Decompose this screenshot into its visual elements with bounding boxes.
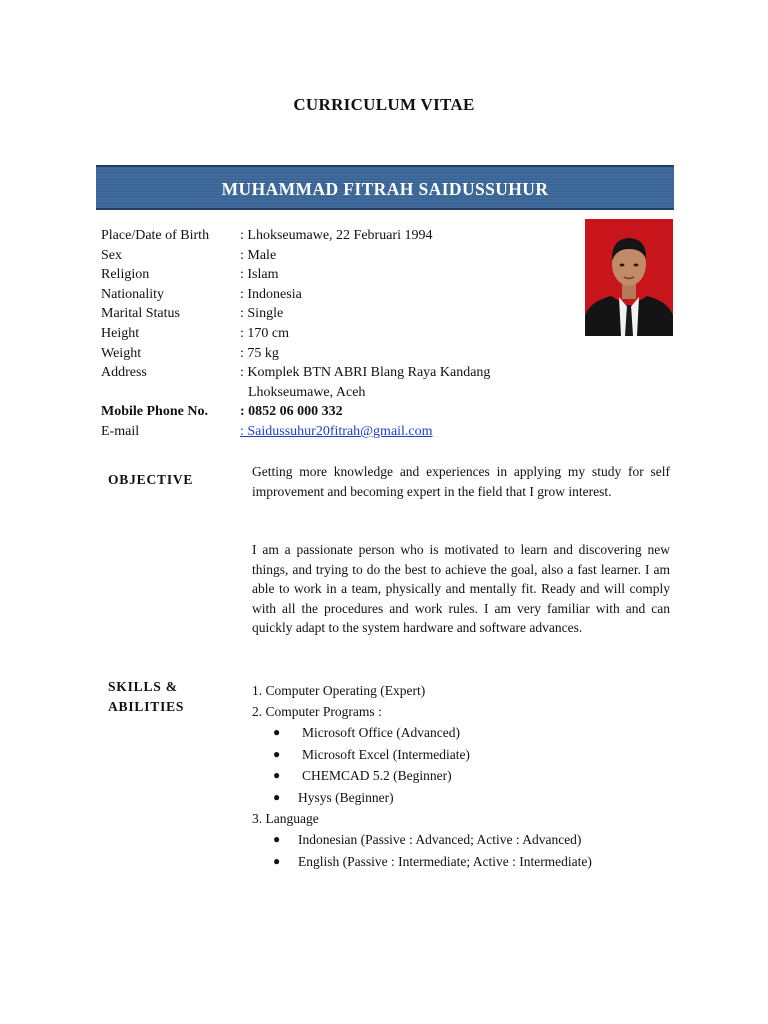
info-row-weight [101, 344, 571, 364]
email-prefix: : [240, 423, 248, 439]
info-row-marital-status [101, 304, 571, 324]
name-banner [96, 165, 674, 210]
info-value: : Indonesia [240, 286, 302, 302]
bullet-icon: ● [273, 746, 281, 761]
program-skill: Microsoft Excel (Intermediate) [302, 746, 470, 762]
skills-list [252, 680, 682, 872]
info-value: : 0852 06 000 332 [240, 404, 343, 420]
bullet-icon: ● [273, 789, 281, 804]
list-item [252, 765, 682, 787]
full-name: MUHAMMAD FITRAH SAIDUSSUHUR [221, 179, 549, 199]
info-row-religion [101, 265, 571, 285]
bullet-icon: ● [273, 725, 281, 739]
skill-item: 3. Language [252, 811, 319, 826]
email-link[interactable]: Saidussuhur20fitrah@gmail.com [247, 423, 433, 439]
program-skill: Hysys (Beginner) [298, 789, 394, 805]
info-value: : Islam [240, 267, 279, 283]
info-label: Religion [101, 267, 150, 283]
info-label: E-mail [101, 423, 140, 439]
info-value [240, 422, 433, 442]
objective-heading: OBJECTIVE [108, 472, 194, 487]
info-value: : Komplek BTN ABRI Blang Raya Kandang [240, 365, 491, 381]
list-item [252, 829, 682, 851]
objective-paragraph-1: Getting more knowledge and experiences in applying my study for self improvement and becoming expert in the field that I grow interest. [252, 464, 670, 499]
info-label: Nationality [101, 286, 164, 302]
info-row-address-line2 [101, 383, 571, 403]
info-label: Marital Status [101, 306, 180, 322]
info-label: Height [101, 325, 140, 341]
program-skill: CHEMCAD 5.2 (Beginner) [302, 768, 452, 783]
program-skill: Microsoft Office (Advanced) [302, 725, 460, 740]
document-title: CURRICULUM VITAE [293, 95, 475, 114]
language-skill: English (Passive : Intermediate; Active : Intermediate) [298, 853, 592, 869]
personal-info [101, 226, 571, 442]
portrait-image [585, 219, 673, 336]
skills-heading-line1: SKILLS & [108, 679, 178, 694]
bullet-icon: ● [273, 853, 281, 868]
list-item [252, 787, 682, 809]
info-value: : 170 cm [240, 325, 289, 341]
info-row-height [101, 324, 571, 344]
list-item [252, 851, 682, 873]
info-row-sex [101, 246, 571, 266]
skills-heading-line2: ABILITIES [108, 699, 185, 714]
info-value: : Single [240, 306, 284, 322]
info-label: Place/Date of Birth [101, 228, 210, 243]
info-row-nationality [101, 285, 571, 305]
info-row-birth [101, 226, 571, 246]
info-value: : Male [240, 247, 277, 263]
skill-item: 1. Computer Operating (Expert) [252, 683, 426, 698]
profile-photo [585, 219, 673, 336]
info-row-mobile-phone [101, 402, 571, 422]
info-label: Mobile Phone No. [101, 404, 208, 420]
objective-paragraph-2: I am a passionate person who is motivated to learn and discovering new things, and trying to do the best to achieve the goal, also a fast learner. I am able to work in a team, physically and mentally fit. Ready and will comply with all the procedures and work rules. I am very familiar with and can quickly adapt to the system hardware and software advances. [252, 542, 670, 635]
info-value: : Lhokseumawe, 22 Februari 1994 [240, 228, 433, 243]
info-label: Sex [101, 247, 122, 263]
list-item [252, 722, 682, 744]
info-value: Lhokseumawe, Aceh [248, 384, 366, 400]
info-value: : 75 kg [240, 345, 279, 361]
skill-item: 2. Computer Programs : [252, 704, 382, 719]
info-row-address [101, 363, 571, 383]
info-label: Address [101, 365, 147, 381]
info-label: Weight [101, 345, 142, 361]
bullet-icon: ● [273, 768, 281, 782]
info-row-email [101, 422, 571, 442]
language-skill: Indonesian (Passive : Advanced; Active : Advanced) [298, 832, 582, 847]
bullet-icon: ● [273, 832, 281, 846]
list-item [252, 744, 682, 766]
